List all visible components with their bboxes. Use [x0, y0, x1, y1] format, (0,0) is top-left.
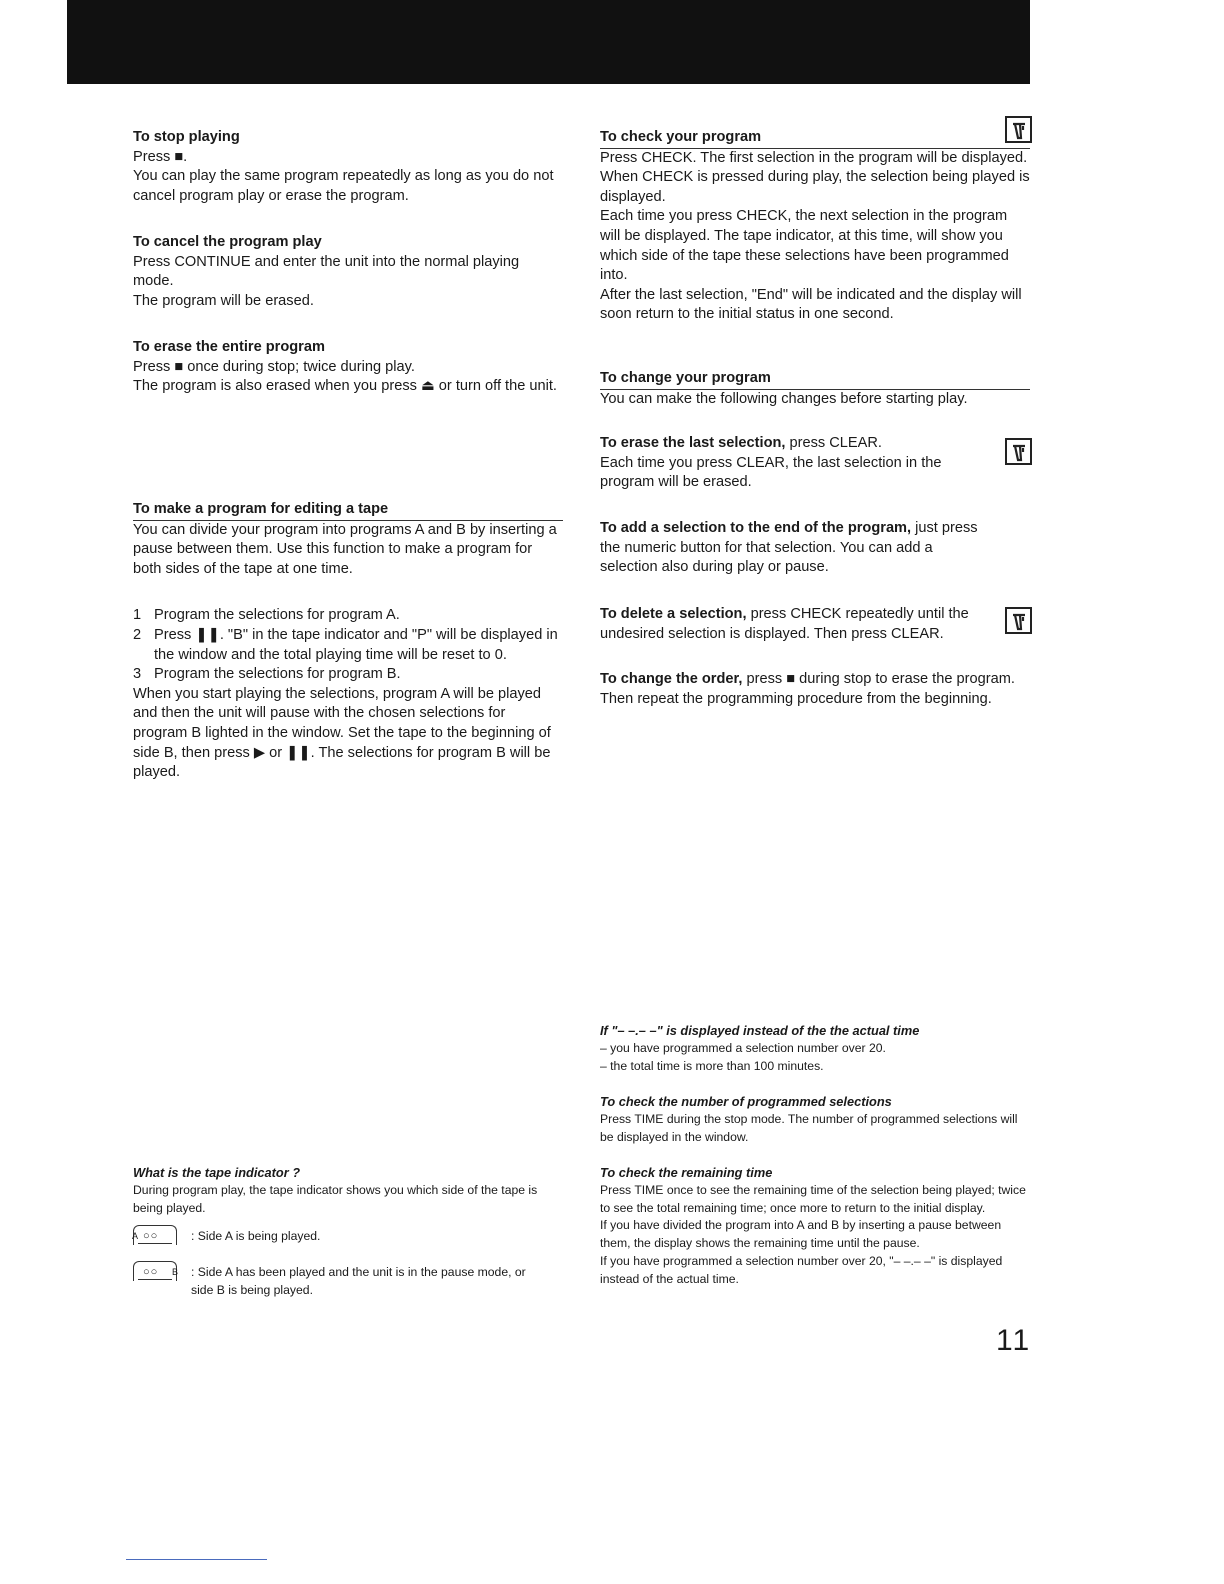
remote-control-icon	[1005, 607, 1032, 634]
note-dash-display: If "– –.– –" is displayed instead of the the actual time – you have programmed a selection number over 20. – the total time is more than 100 minutes.	[600, 1022, 1030, 1075]
erase-line-1: Press ■ once during stop; twice during play.	[133, 358, 415, 375]
section-check-program	[600, 128, 1030, 325]
note-tape-indicator	[133, 1164, 563, 1301]
remote-control-icon	[1005, 438, 1032, 465]
item-delete-selection: To delete a selection, press CHECK repeatedly until the undesired selection is displayed. Then press CLEAR.	[600, 606, 969, 642]
stop-line-2: You can play the same program repeatedly as long as you do not cancel program play or erase the program.	[133, 168, 554, 204]
section-erase-program	[133, 338, 563, 397]
cancel-line-2: The program will be erased.	[133, 292, 314, 309]
tape-indicator-icon: B ○○	[133, 1261, 177, 1281]
editing-step: 2 Press ❚❚. "B" in the tape indicator and "P" will be displayed in the window and the total playing time will be reset to 0.	[133, 626, 558, 663]
item-change-order: To change the order, press ■ during stop to erase the program. Then repeat the programming procedure from the beginning.	[600, 671, 1015, 707]
change-intro: You can make the following changes before starting play.	[600, 390, 968, 407]
note-number-selections: To check the number of programmed selections Press TIME during the stop mode. The number of programmed selections will be displayed in the window.	[600, 1093, 1030, 1146]
heading-remaining-time: To check the remaining time	[600, 1165, 773, 1180]
item-erase-last: To erase the last selection, press CLEAR. Each time you press CLEAR, the last selection in the program will be erased.	[600, 435, 942, 491]
check-p1: Press CHECK. The first selection in the program will be displayed. When CHECK is pressed during play, the selection being played is displayed.	[600, 149, 1030, 205]
remote-control-icon	[1005, 116, 1032, 143]
heading-check-program: To check your program	[600, 128, 1030, 149]
tape-indicator-text: During program play, the tape indicator shows you which side of the tape is being played.	[133, 1182, 538, 1215]
heading-change-program: To change your program	[600, 369, 1030, 390]
section-editing-program	[133, 500, 563, 783]
editing-intro: You can divide your program into programs A and B by inserting a pause between them. Use this function to make a program for both sides of the tape at one time.	[133, 521, 557, 577]
heading-tape-indicator: What is the tape indicator ?	[133, 1165, 301, 1180]
tape-indicator-item-a: A ○○ : Side A is being played.	[133, 1225, 563, 1251]
note-remaining-time: To check the remaining time Press TIME once to see the remaining time of the selection being played; twice to see the total remaining time; once more to return to the initial display. If you have divided the program into A and B by inserting a pause between them, the display shows the remaining time until the pause. If you have programmed a selection number over 20, "– –.– –" is displayed instead of the actual time.	[600, 1164, 1030, 1289]
heading-editing-program: To make a program for editing a tape	[133, 500, 563, 521]
tape-indicator-item-b: B ○○ : Side A has been played and the unit is in the pause mode, or side B is being played.	[133, 1261, 563, 1301]
check-p3: After the last selection, "End" will be indicated and the display will soon return to the initial status in one second.	[600, 286, 1022, 323]
editing-steps	[133, 606, 563, 684]
heading-cancel-program: To cancel the program play	[133, 234, 322, 250]
stop-line-1: Press ■.	[133, 148, 188, 165]
check-p2: Each time you press CHECK, the next selection in the program will be displayed. The tape indicator, at this time, will show you which side of the tape these selections have been programmed into.	[600, 208, 1009, 284]
editing-step: 1 Program the selections for program A.	[133, 607, 400, 624]
editing-step: 3 Program the selections for program B.	[133, 666, 401, 683]
section-stop-playing	[133, 128, 563, 206]
page-number: 11	[996, 1324, 1032, 1357]
section-change-program	[600, 369, 1030, 409]
heading-erase-program: To erase the entire program	[133, 339, 325, 355]
section-cancel-program	[133, 233, 563, 311]
header-bar	[67, 0, 1030, 84]
cancel-line-1: Press CONTINUE and enter the unit into the normal playing mode.	[133, 253, 520, 290]
editing-outro: When you start playing the selections, program A will be played and then the unit will pause with the chosen selections for program B lighted in the window. Set the tape to the beginning of side B, then press ▶ or ❚❚. The selections for program B will be played.	[133, 685, 551, 781]
divider	[126, 1559, 267, 1560]
item-add-selection: To add a selection to the end of the program, just press the numeric button for that selection. You can add a selection also during play or pause.	[600, 520, 978, 576]
tape-indicator-icon: A ○○	[133, 1225, 177, 1245]
erase-line-2: The program is also erased when you press ⏏ or turn off the unit.	[133, 378, 557, 395]
heading-number-selections: To check the number of programmed selections	[600, 1094, 892, 1109]
heading-stop-playing: To stop playing	[133, 129, 240, 145]
heading-dash-display: If "– –.– –" is displayed instead of the the actual time	[600, 1023, 920, 1038]
